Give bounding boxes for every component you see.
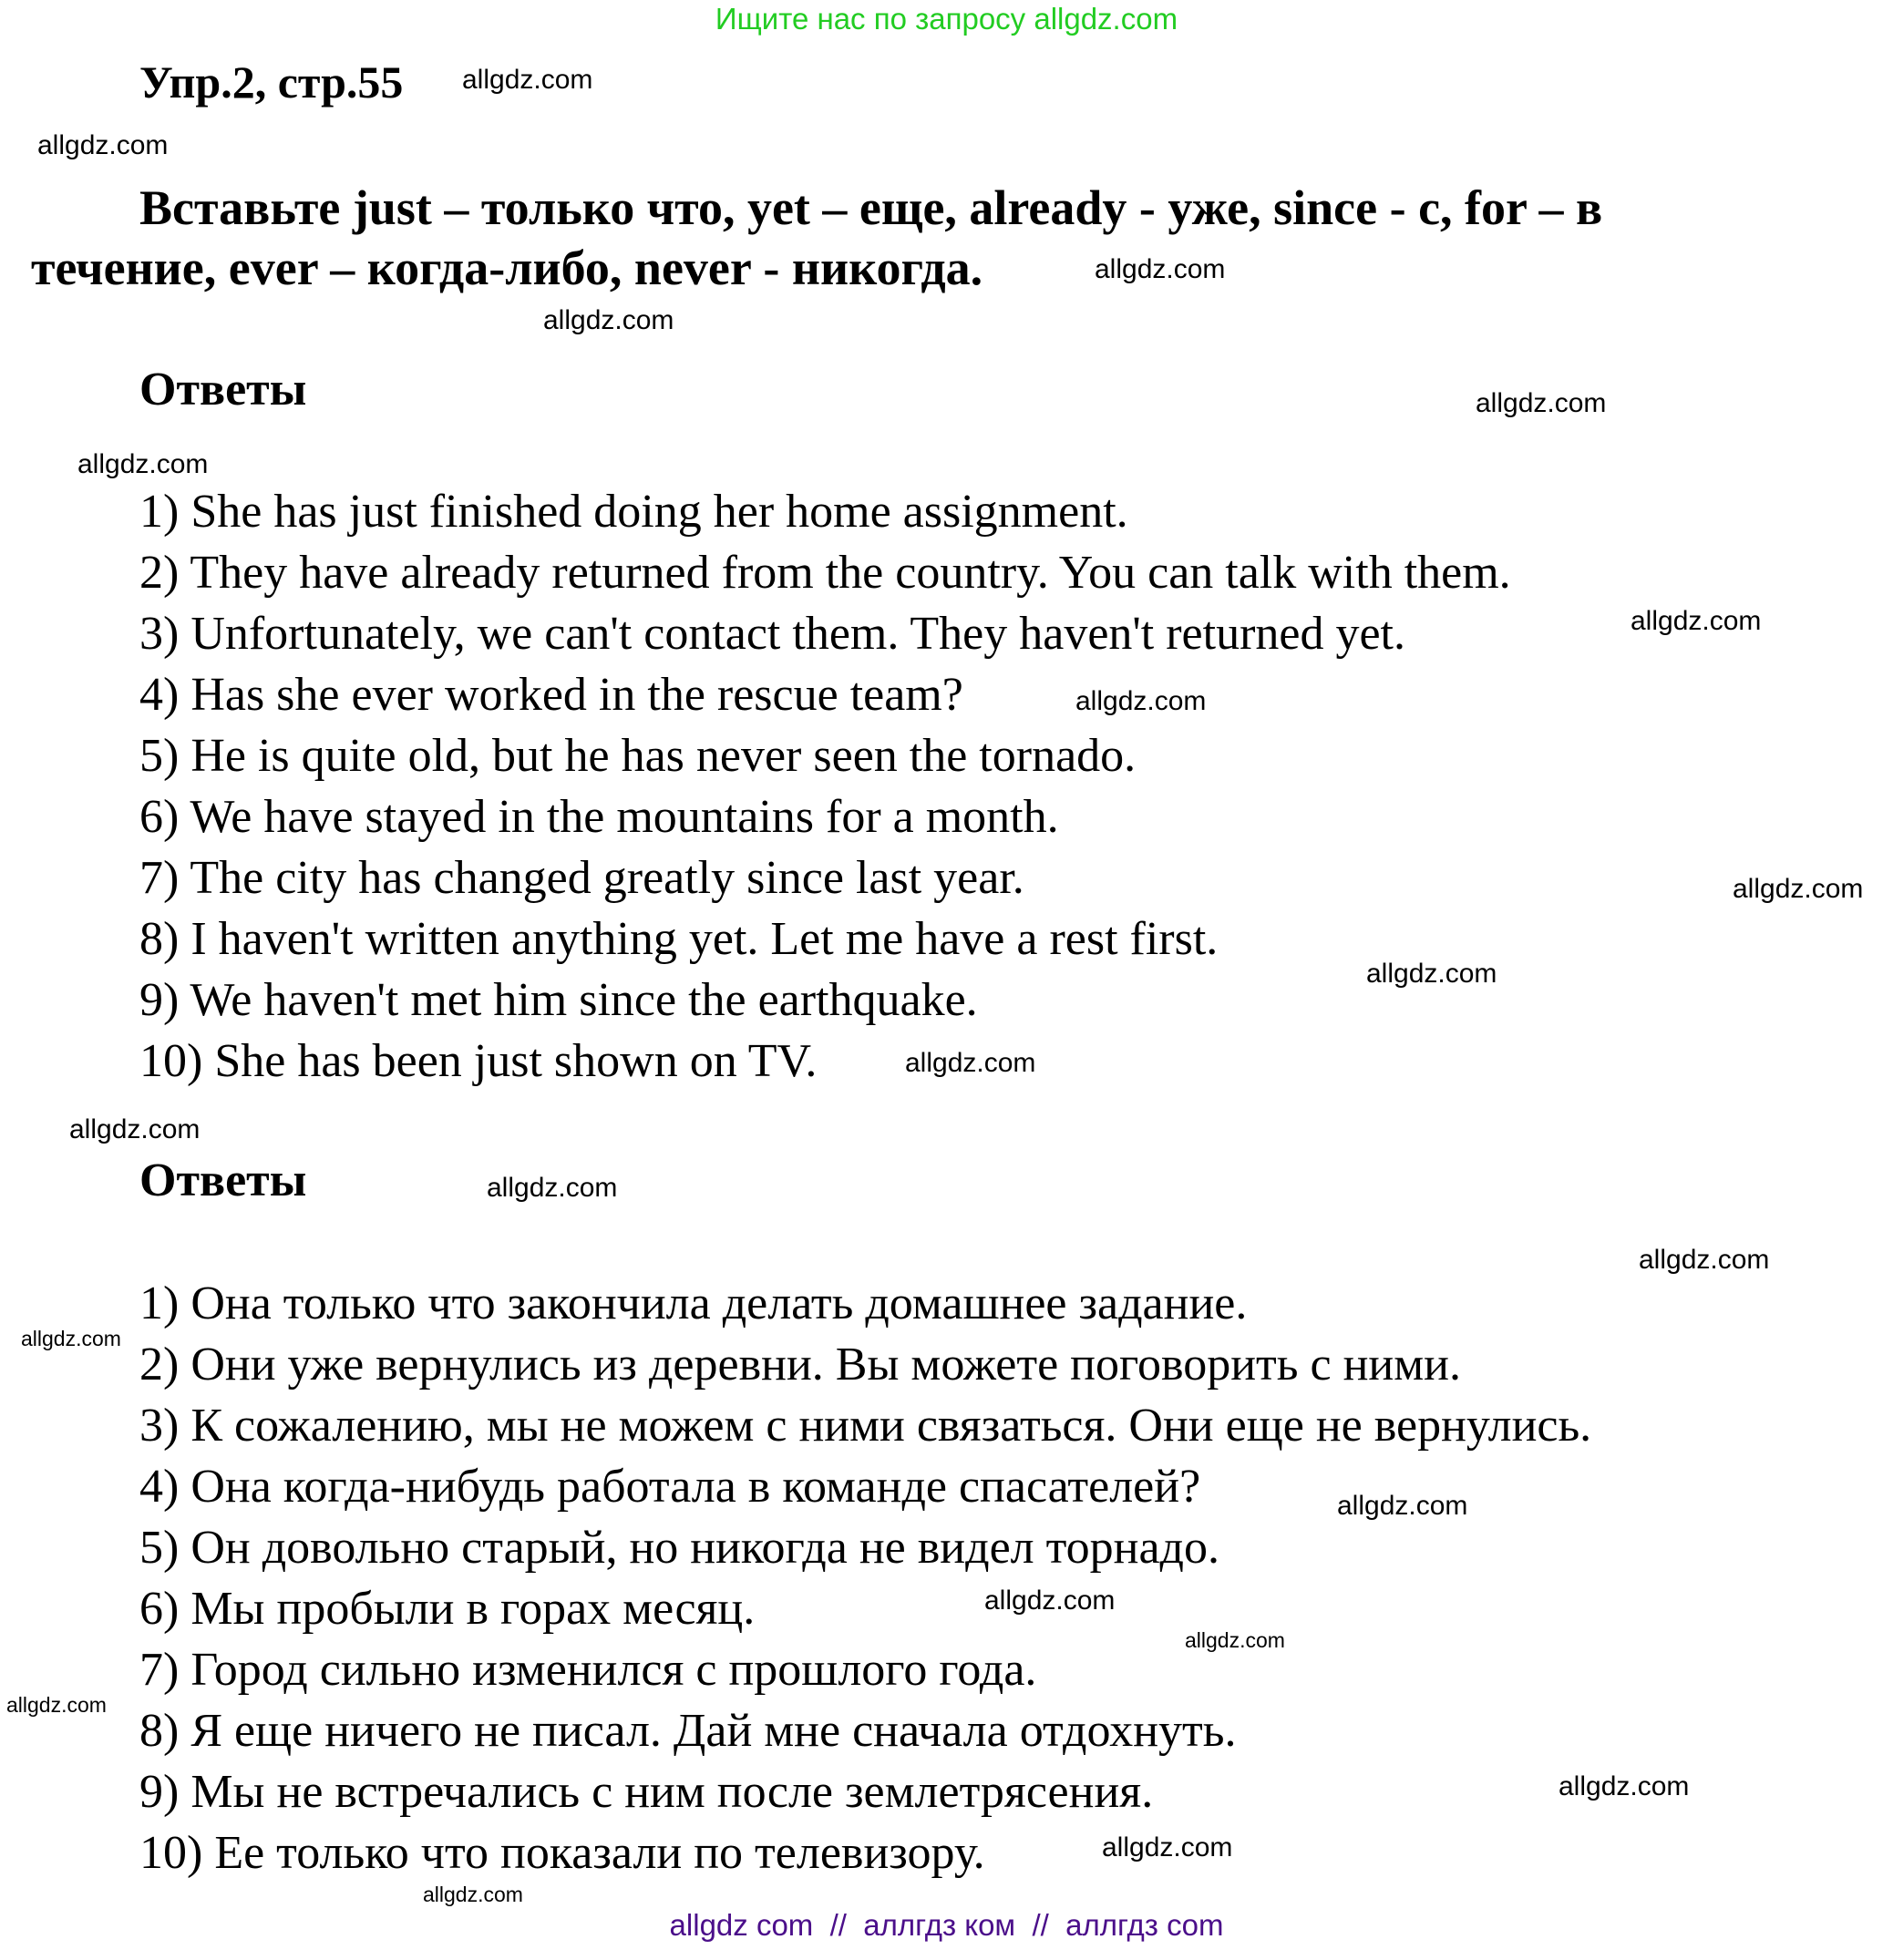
answers-list-russian — [139, 1273, 1591, 1883]
instruction-line-2: течение, ever – когда-либо, never - никогда. — [31, 241, 983, 295]
watermark: allgdz.com — [21, 1327, 121, 1350]
answer-item: 4) Она когда-нибудь работала в команде спасателей? — [139, 1461, 1201, 1513]
answer-item: 6) We have stayed in the mountains for a month. — [139, 791, 1059, 843]
watermark: allgdz.com — [1095, 254, 1226, 284]
watermark: allgdz.com — [37, 130, 169, 160]
watermark: allgdz.com — [1102, 1832, 1233, 1863]
watermark: allgdz.com — [1639, 1245, 1770, 1275]
watermark: allgdz.com — [1366, 959, 1497, 989]
watermark: allgdz.com — [1631, 606, 1762, 636]
watermark: allgdz.com — [1337, 1491, 1468, 1521]
answer-item: 10) Ее только что показали по телевизору. — [139, 1827, 985, 1879]
answer-item: 7) Город сильно изменился с прошлого года. — [139, 1644, 1037, 1696]
answer-item: 6) Мы пробыли в горах месяц. — [139, 1583, 756, 1635]
watermark: allgdz.com — [543, 305, 674, 335]
watermark: allgdz.com — [423, 1883, 523, 1906]
watermark: allgdz.com — [905, 1048, 1036, 1078]
answer-item: 5) He is quite old, but he has never seen the tornado. — [139, 730, 1137, 782]
watermark: allgdz.com — [77, 449, 209, 479]
answers-heading-russian: Ответы — [139, 1154, 307, 1206]
instruction-line-1: Вставьте just – только что, yet – еще, already - уже, since - с, for – в — [139, 180, 1603, 235]
answers-list-english — [139, 481, 1511, 1092]
answer-item: 2) They have already returned from the country. You can talk with them. — [139, 547, 1511, 599]
answer-item: 5) Он довольно старый, но никогда не видел торнадо. — [139, 1522, 1220, 1574]
answer-item: 7) The city has changed greatly since last year. — [139, 852, 1024, 904]
answers-heading-english: Ответы — [139, 364, 307, 416]
watermark: allgdz.com — [1559, 1771, 1690, 1801]
search-banner: Ищите нас по запросу allgdz.com — [715, 2, 1178, 36]
watermark: allgdz.com — [984, 1585, 1116, 1616]
exercise-title: Упр.2, стр.55 — [139, 56, 404, 108]
answer-item: 8) Я еще ничего не писал. Дай мне сначала отдохнуть. — [139, 1705, 1237, 1757]
footer-links: allgdz com // аллгдз ком // аллгдз com — [669, 1908, 1224, 1942]
watermark: allgdz.com — [6, 1693, 107, 1717]
watermark: allgdz.com — [69, 1114, 201, 1144]
answer-item: 1) She has just finished doing her home assignment. — [139, 486, 1128, 538]
watermark: allgdz.com — [1476, 388, 1607, 418]
answer-item: 4) Has she ever worked in the rescue team? — [139, 669, 963, 721]
watermark: allgdz.com — [462, 65, 593, 95]
answer-item: 3) К сожалению, мы не можем с ними связаться. Они еще не вернулись. — [139, 1400, 1592, 1452]
answer-item: 9) Мы не встречались с ним после землетрясения. — [139, 1766, 1154, 1818]
watermark: allgdz.com — [1733, 874, 1864, 904]
watermark: allgdz.com — [1185, 1628, 1285, 1652]
watermark: allgdz.com — [1075, 686, 1207, 716]
answer-item: 1) Она только что закончила делать домашнее задание. — [139, 1278, 1248, 1329]
watermark: allgdz.com — [487, 1173, 618, 1203]
answer-item: 8) I haven't written anything yet. Let me have a rest first. — [139, 913, 1219, 965]
answer-item: 10) She has been just shown on TV. — [139, 1035, 818, 1087]
answer-item: 3) Unfortunately, we can't contact them. They haven't returned yet. — [139, 608, 1405, 660]
answer-item: 2) Они уже вернулись из деревни. Вы можете поговорить с ними. — [139, 1339, 1461, 1390]
answer-item: 9) We haven't met him since the earthquake. — [139, 974, 978, 1026]
